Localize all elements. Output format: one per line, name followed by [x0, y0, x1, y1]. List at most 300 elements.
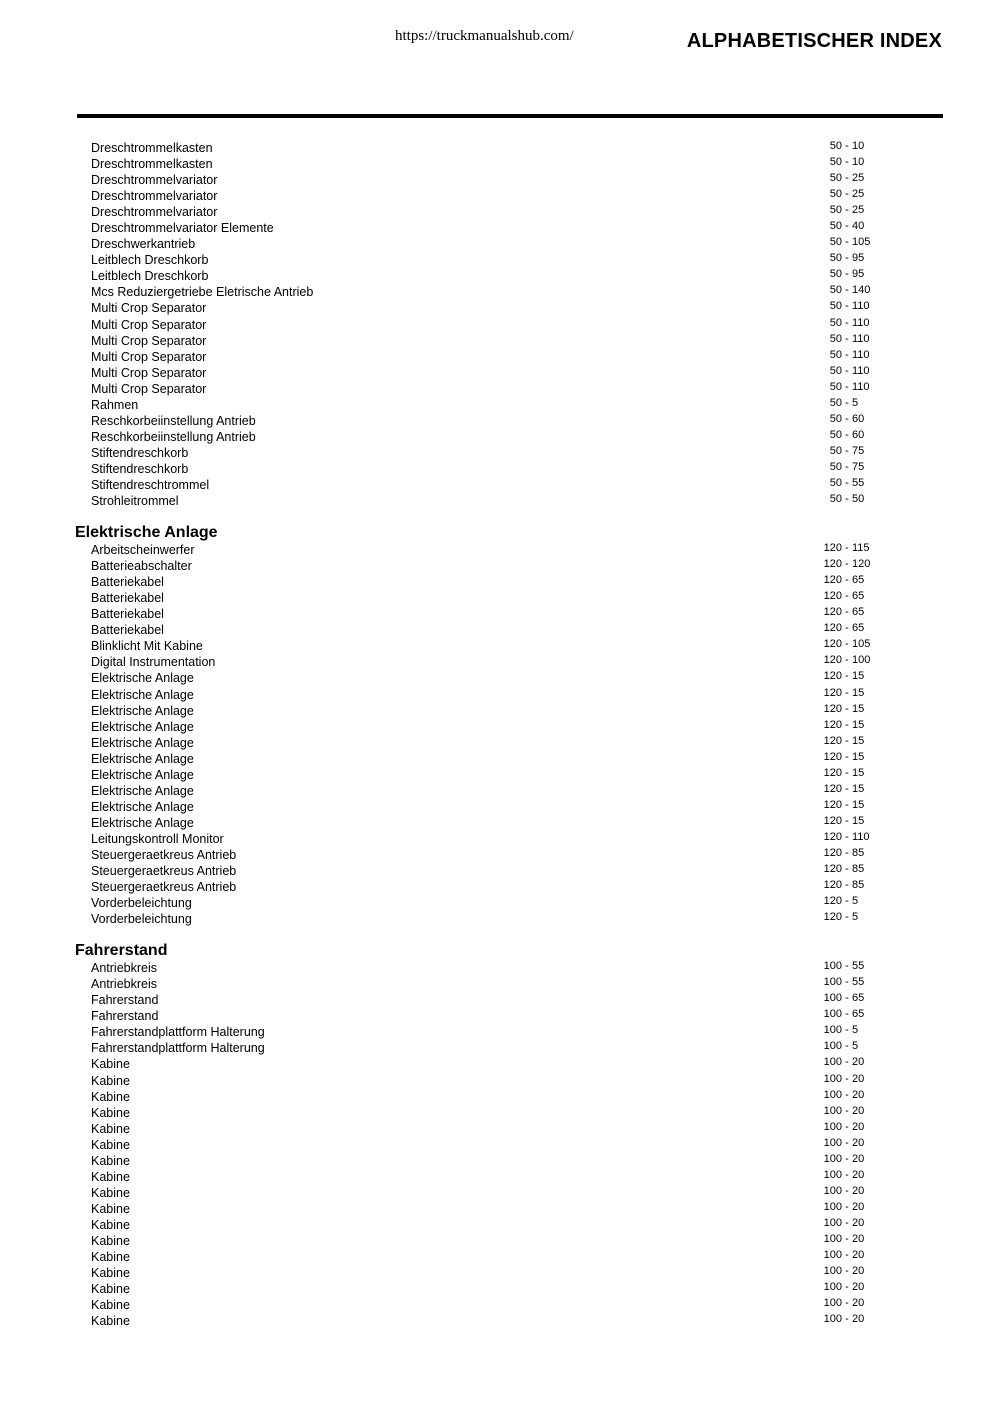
reference-separator: -: [845, 300, 849, 313]
entry-name: Multi Crop Separator: [91, 333, 207, 348]
page-number: 20: [852, 1104, 865, 1117]
entry-name: Strohleitrommel: [91, 494, 179, 509]
entry-reference: [800, 1295, 870, 1311]
reference-separator: -: [845, 879, 849, 892]
reference-separator: -: [845, 316, 849, 329]
entry-name: Reschkorbeiinstellung Antrieb: [91, 413, 256, 428]
page-number: 55: [852, 960, 865, 973]
entry-name: Elektrische Anlage: [91, 671, 194, 686]
entry-name: Kabine: [91, 1089, 130, 1104]
reference-separator: -: [845, 686, 849, 699]
entry-reference: [800, 218, 870, 234]
chapter-number: 100: [823, 1040, 842, 1053]
entry-name: Kabine: [91, 1121, 130, 1136]
chapter-number: 120: [823, 879, 842, 892]
entry-reference: [800, 797, 870, 813]
entry-reference: [800, 1151, 870, 1167]
page-number: 5: [852, 911, 859, 924]
entry-name: Elektrische Anlage: [91, 815, 194, 830]
entry-reference: [800, 701, 870, 717]
chapter-number: 50: [829, 268, 842, 281]
chapter-number: 50: [829, 252, 842, 265]
entry-name: Elektrische Anlage: [91, 703, 194, 718]
entry-reference: [800, 443, 870, 459]
entry-name: Kabine: [91, 1185, 130, 1200]
section-heading: Fahrerstand: [75, 942, 168, 960]
entry-reference: [800, 974, 870, 990]
chapter-number: 120: [823, 734, 842, 747]
reference-separator: -: [845, 460, 849, 473]
entry-reference: [800, 636, 870, 652]
page-number: 20: [852, 1265, 865, 1278]
reference-separator: -: [845, 396, 849, 409]
reference-separator: -: [845, 220, 849, 233]
entry-reference: [800, 958, 870, 974]
entry-reference: [800, 427, 870, 443]
index-section: [0, 140, 992, 509]
page-number: 20: [852, 1168, 865, 1181]
entry-reference: [800, 1038, 870, 1054]
entry-name: Batteriekabel: [91, 623, 164, 638]
entry-name: Fahrerstandplattform Halterung: [91, 1041, 265, 1056]
entry-reference: [800, 1231, 870, 1247]
page-number: 20: [852, 1184, 865, 1197]
reference-separator: -: [845, 1200, 849, 1213]
entry-reference: [800, 1279, 870, 1295]
chapter-number: 100: [823, 1233, 842, 1245]
page-number: 85: [852, 846, 865, 859]
page-number: 110: [852, 348, 870, 361]
entry-reference: [800, 813, 870, 829]
entry-reference: [800, 491, 870, 507]
entry-name: Batterieabschalter: [91, 559, 192, 574]
page-number: 20: [852, 1200, 865, 1213]
entry-name: Steuergeraetkreus Antrieb: [91, 847, 237, 862]
page-number: 60: [852, 412, 865, 425]
entry-reference: [800, 717, 870, 733]
reference-separator: -: [845, 814, 849, 827]
page-number: 20: [852, 1056, 865, 1069]
page-number: 10: [852, 140, 865, 152]
page-number: 15: [852, 734, 865, 747]
entry-name: Kabine: [91, 1169, 130, 1184]
entry-reference: [800, 1183, 870, 1199]
reference-separator: -: [845, 992, 849, 1005]
page-number: 120: [852, 558, 871, 571]
page-number: 20: [852, 1136, 865, 1149]
chapter-number: 120: [823, 814, 842, 827]
page-number: 85: [852, 863, 865, 876]
page-number: 95: [852, 252, 865, 265]
reference-separator: -: [845, 1184, 849, 1197]
entry-reference: [800, 1247, 870, 1263]
chapter-number: 120: [823, 574, 842, 587]
chapter-number: 50: [829, 348, 842, 361]
entry-reference: [800, 395, 870, 411]
chapter-number: 120: [823, 670, 842, 683]
chapter-number: 100: [823, 1152, 842, 1165]
entry-name: Dreschtrommelkasten: [91, 141, 213, 155]
reference-separator: -: [845, 606, 849, 619]
entry-name: Antriebkreis: [91, 977, 157, 992]
entry-reference: [800, 363, 870, 379]
entry-name: Batteriekabel: [91, 575, 164, 590]
chapter-number: 120: [823, 606, 842, 619]
chapter-number: 100: [823, 976, 842, 989]
entry-reference: [800, 411, 870, 427]
entry-reference: [800, 909, 870, 925]
reference-separator: -: [845, 734, 849, 747]
chapter-number: 120: [823, 798, 842, 811]
chapter-number: 120: [823, 766, 842, 779]
chapter-number: 100: [823, 1216, 842, 1229]
page-number: 15: [852, 686, 865, 699]
entry-reference: [800, 1135, 870, 1151]
chapter-number: 100: [823, 1297, 842, 1310]
page-number: 20: [852, 1233, 865, 1245]
page-number: 110: [852, 830, 870, 843]
entry-reference: [800, 170, 870, 186]
reference-separator: -: [845, 622, 849, 635]
chapter-number: 100: [823, 1184, 842, 1197]
entry-name: Multi Crop Separator: [91, 365, 207, 380]
page-number: 20: [852, 1281, 865, 1294]
entry-reference: [800, 1087, 870, 1103]
index-entry: [0, 911, 992, 927]
entry-name: Batteriekabel: [91, 591, 164, 606]
entry-name: Kabine: [91, 1282, 130, 1297]
reference-separator: -: [845, 542, 849, 555]
page-number: 20: [852, 1313, 865, 1326]
entry-reference: [800, 234, 870, 250]
page-number: 20: [852, 1216, 865, 1229]
reference-separator: -: [845, 1265, 849, 1278]
entry-reference: [800, 685, 870, 701]
reference-separator: -: [845, 718, 849, 731]
reference-separator: -: [845, 156, 849, 169]
reference-separator: -: [845, 702, 849, 715]
entry-name: Kabine: [91, 1105, 130, 1120]
chapter-number: 50: [829, 140, 842, 152]
chapter-number: 50: [829, 332, 842, 345]
entry-name: Kabine: [91, 1153, 130, 1168]
page-number: 5: [852, 396, 859, 409]
index-section: [0, 524, 992, 927]
chapter-number: 120: [823, 750, 842, 763]
reference-separator: -: [845, 172, 849, 185]
entry-reference: [800, 1263, 870, 1279]
entry-name: Elektrische Anlage: [91, 783, 194, 798]
reference-separator: -: [845, 1088, 849, 1101]
entry-name: Dreschtrommelvariator Elemente: [91, 221, 274, 236]
reference-separator: -: [845, 1008, 849, 1021]
page-number: 5: [852, 895, 859, 908]
entry-name: Steuergeraetkreus Antrieb: [91, 864, 237, 879]
page-number: 105: [852, 638, 871, 651]
chapter-number: 50: [829, 316, 842, 329]
reference-separator: -: [845, 846, 849, 859]
chapter-number: 100: [823, 1200, 842, 1213]
reference-separator: -: [845, 1249, 849, 1262]
chapter-number: 50: [829, 236, 842, 249]
entry-name: Multi Crop Separator: [91, 381, 207, 396]
reference-separator: -: [845, 1297, 849, 1310]
chapter-number: 120: [823, 895, 842, 908]
page-number: 25: [852, 188, 865, 201]
reference-separator: -: [845, 364, 849, 377]
entry-name: Antriebkreis: [91, 961, 157, 976]
page-number: 110: [852, 316, 870, 329]
entry-name: Reschkorbeiinstellung Antrieb: [91, 429, 256, 444]
entry-name: Digital Instrumentation: [91, 655, 216, 670]
entry-name: Kabine: [91, 1250, 130, 1265]
chapter-number: 100: [823, 1088, 842, 1101]
entry-reference: [800, 1311, 870, 1327]
reference-separator: -: [845, 1040, 849, 1053]
page-number: 105: [852, 236, 871, 249]
page-number: 5: [852, 1024, 859, 1037]
entry-reference: [800, 668, 870, 684]
reference-separator: -: [845, 1313, 849, 1326]
entry-reference: [800, 572, 870, 588]
entry-reference: [800, 765, 870, 781]
page-number: 65: [852, 992, 865, 1005]
chapter-number: 120: [823, 863, 842, 876]
reference-separator: -: [845, 1104, 849, 1117]
index-entry: [0, 1313, 992, 1329]
entry-reference: [800, 845, 870, 861]
page-title: ALPHABETISCHER INDEX: [686, 30, 942, 52]
page-number: 15: [852, 798, 865, 811]
reference-separator: -: [845, 895, 849, 908]
entry-reference: [800, 733, 870, 749]
reference-separator: -: [845, 348, 849, 361]
reference-separator: -: [845, 380, 849, 393]
index-entry: [0, 493, 992, 509]
page-number: 20: [852, 1152, 865, 1165]
header-divider: [77, 114, 943, 118]
page-number: 40: [852, 220, 865, 233]
entry-name: Arbeitscheinwerfer: [91, 543, 195, 558]
page-number: 110: [852, 364, 870, 377]
entry-reference: [800, 540, 870, 556]
chapter-number: 50: [829, 284, 842, 297]
entry-reference: [800, 781, 870, 797]
page-number: 95: [852, 268, 865, 281]
entry-reference: [800, 266, 870, 282]
reference-separator: -: [845, 1168, 849, 1181]
page-number: 20: [852, 1088, 865, 1101]
page-number: 110: [852, 332, 870, 345]
reference-separator: -: [845, 976, 849, 989]
chapter-number: 50: [829, 428, 842, 441]
entry-name: Kabine: [91, 1057, 130, 1072]
entry-reference: [800, 331, 870, 347]
chapter-number: 100: [823, 1008, 842, 1021]
reference-separator: -: [845, 1024, 849, 1037]
entry-name: Dreschwerkantrieb: [91, 237, 196, 252]
chapter-number: 50: [829, 156, 842, 169]
chapter-number: 120: [823, 911, 842, 924]
chapter-number: 100: [823, 1104, 842, 1117]
entry-name: Stiftendreschtrommel: [91, 477, 210, 492]
page-number: 15: [852, 702, 865, 715]
entry-reference: [800, 604, 870, 620]
entry-reference: [800, 315, 870, 331]
chapter-number: 120: [823, 782, 842, 795]
chapter-number: 100: [823, 1281, 842, 1294]
entry-name: Multi Crop Separator: [91, 349, 207, 364]
entry-reference: [800, 1022, 870, 1038]
page-number: 65: [852, 606, 865, 619]
chapter-number: 120: [823, 654, 842, 667]
page-number: 20: [852, 1120, 865, 1133]
entry-name: Elektrische Anlage: [91, 687, 194, 702]
page-number: 115: [852, 542, 870, 555]
entry-name: Kabine: [91, 1201, 130, 1216]
page-number: 140: [852, 284, 871, 297]
entry-reference: [800, 588, 870, 604]
page-number: 55: [852, 976, 865, 989]
entry-reference: [800, 652, 870, 668]
entry-name: Stiftendreschkorb: [91, 461, 189, 476]
entry-name: Elektrische Anlage: [91, 751, 194, 766]
page-number: 15: [852, 766, 865, 779]
page-number: 20: [852, 1297, 865, 1310]
page-number: 15: [852, 782, 865, 795]
entry-reference: [800, 1103, 870, 1119]
page-number: 110: [852, 300, 870, 313]
reference-separator: -: [845, 268, 849, 281]
chapter-number: 100: [823, 1136, 842, 1149]
page-number: 15: [852, 670, 865, 683]
page-number: 75: [852, 444, 865, 457]
entry-name: Elektrische Anlage: [91, 767, 194, 782]
chapter-number: 100: [823, 1249, 842, 1262]
entry-name: Kabine: [91, 1234, 130, 1248]
entry-name: Multi Crop Separator: [91, 301, 207, 316]
chapter-number: 120: [823, 830, 842, 843]
entry-name: Steuergeraetkreus Antrieb: [91, 880, 237, 895]
entry-name: Leitungskontroll Monitor: [91, 831, 224, 846]
reference-separator: -: [845, 830, 849, 843]
reference-separator: -: [845, 1233, 849, 1245]
entry-reference: [800, 459, 870, 475]
page-number: 55: [852, 476, 865, 489]
entry-name: Kabine: [91, 1217, 130, 1232]
entry-reference: [800, 282, 870, 298]
page-number: 50: [852, 493, 865, 506]
chapter-number: 120: [823, 590, 842, 603]
page-number: 85: [852, 879, 865, 892]
reference-separator: -: [845, 1281, 849, 1294]
page-number: 100: [852, 654, 871, 667]
entry-name: Mcs Reduziergetriebe Eletrische Antrieb: [91, 285, 314, 300]
entry-reference: [800, 475, 870, 491]
reference-separator: -: [845, 412, 849, 425]
entry-reference: [800, 1199, 870, 1215]
entry-name: Kabine: [91, 1266, 130, 1281]
entry-name: Elektrische Anlage: [91, 719, 194, 734]
entry-reference: [800, 347, 870, 363]
index-section: [0, 942, 992, 1329]
chapter-number: 100: [823, 1313, 842, 1326]
chapter-number: 50: [829, 300, 842, 313]
chapter-number: 100: [823, 1072, 842, 1085]
chapter-number: 120: [823, 686, 842, 699]
chapter-number: 100: [823, 1056, 842, 1069]
page-number: 65: [852, 574, 865, 587]
reference-separator: -: [845, 911, 849, 924]
entry-reference: [800, 893, 870, 909]
reference-separator: -: [845, 750, 849, 763]
reference-separator: -: [845, 140, 849, 152]
reference-separator: -: [845, 493, 849, 506]
entry-reference: [800, 138, 870, 154]
chapter-number: 120: [823, 638, 842, 651]
page-number: 15: [852, 814, 865, 827]
section-heading: Elektrische Anlage: [75, 524, 218, 542]
page-number: 65: [852, 622, 865, 635]
entry-name: Fahrerstandplattform Halterung: [91, 1025, 265, 1040]
chapter-number: 50: [829, 396, 842, 409]
reference-separator: -: [845, 332, 849, 345]
reference-separator: -: [845, 204, 849, 217]
entry-reference: [800, 1071, 870, 1087]
alphabetical-index: [0, 140, 992, 1329]
entry-name: Fahrerstand: [91, 993, 159, 1008]
chapter-number: 100: [823, 1120, 842, 1133]
reference-separator: -: [845, 574, 849, 587]
entry-name: Kabine: [91, 1073, 130, 1088]
reference-separator: -: [845, 1152, 849, 1165]
chapter-number: 100: [823, 960, 842, 973]
entry-reference: [800, 154, 870, 170]
entry-name: Leitblech Dreschkorb: [91, 269, 209, 284]
reference-separator: -: [845, 798, 849, 811]
chapter-number: 120: [823, 542, 842, 555]
page-number: 65: [852, 1008, 865, 1021]
entry-name: Kabine: [91, 1298, 130, 1313]
page-number: 110: [852, 380, 870, 393]
page-number: 25: [852, 172, 865, 185]
reference-separator: -: [845, 782, 849, 795]
reference-separator: -: [845, 638, 849, 651]
entry-name: Fahrerstand: [91, 1009, 159, 1024]
entry-reference: [800, 877, 870, 893]
chapter-number: 50: [829, 412, 842, 425]
entry-reference: [800, 186, 870, 202]
chapter-number: 50: [829, 380, 842, 393]
reference-separator: -: [845, 284, 849, 297]
page-number: 5: [852, 1040, 859, 1053]
reference-separator: -: [845, 188, 849, 201]
entry-name: Stiftendreschkorb: [91, 445, 189, 460]
entry-name: Kabine: [91, 1314, 130, 1329]
reference-separator: -: [845, 670, 849, 683]
reference-separator: -: [845, 428, 849, 441]
chapter-number: 50: [829, 364, 842, 377]
entry-reference: [800, 379, 870, 395]
entry-name: Multi Crop Separator: [91, 317, 207, 332]
reference-separator: -: [845, 1072, 849, 1085]
reference-separator: -: [845, 252, 849, 265]
chapter-number: 50: [829, 204, 842, 217]
page-number: 60: [852, 428, 865, 441]
reference-separator: -: [845, 590, 849, 603]
chapter-number: 100: [823, 992, 842, 1005]
chapter-number: 50: [829, 220, 842, 233]
